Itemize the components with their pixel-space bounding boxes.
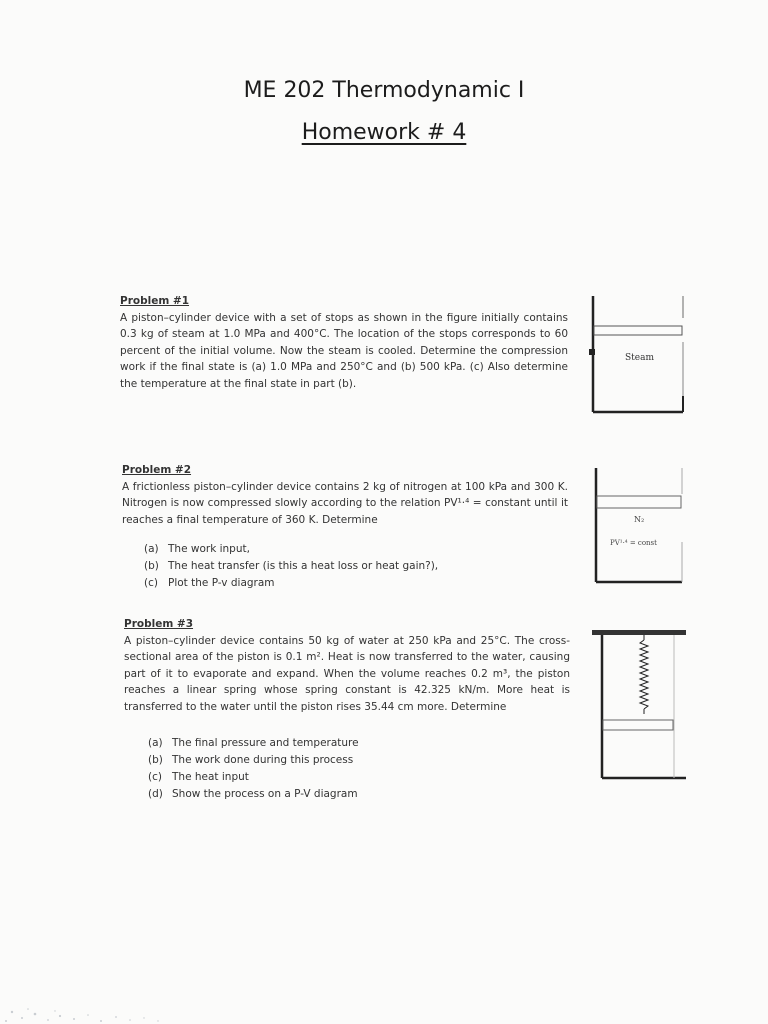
homework-title: Homework # 4: [301, 120, 467, 145]
list-item: (c) The heat input: [148, 771, 249, 783]
figure-1-label: Steam: [625, 353, 655, 363]
figure-2-relation: PV¹·⁴ = const: [610, 539, 657, 547]
figure-1-piston-cylinder-stops: [585, 292, 690, 416]
problem-2-heading: Problem #2: [122, 464, 192, 476]
list-item: (a) The final pressure and temperature: [148, 737, 359, 749]
scan-artifact: [0, 994, 200, 1024]
figure-3-piston-cylinder-spring: [588, 622, 694, 782]
problem-1-heading: Problem #1: [120, 295, 190, 307]
problem-2: [122, 462, 568, 592]
list-item: (d) Show the process on a P-V diagram: [148, 788, 358, 800]
problem-3-text: A piston–cylinder device contains 50 kg of water at 250 kPa and 25°C. The cross-sectional area of the piston is 0.1 m². Heat is now transferred to the water, causing part of it to evaporate and expand. When the volume reaches 0.2 m³, the piston reaches a linear spring whose spring constant is 42.325 kN/m. More heat is transferred to the water until the piston rises 35.44 cm more. Determine: [124, 634, 570, 713]
list-item: (a) The work input,: [144, 543, 250, 555]
problem-1-text: A piston–cylinder device with a set of stops as shown in the figure initially contains 0.3 kg of steam at 1.0 MPa and 400°C. The location of the stops corresponds to 60 percent of the initial volume. Now the steam is cooled. Determine the compression work if the final state is (a) 1.0 MPa and 250°C and (b) 500 kPa. (c) Also determine the temperature at the final state in part (b).: [120, 311, 568, 390]
figure-2-piston-cylinder-nitrogen: [590, 464, 690, 588]
problem-1: [120, 293, 568, 392]
problem-3-list: [148, 735, 570, 803]
figure-2-label: N₂: [634, 515, 645, 524]
course-title: ME 202 Thermodynamic I: [243, 78, 525, 103]
problem-2-text: A frictionless piston–cylinder device contains 2 kg of nitrogen at 100 kPa and 300 K. Nitrogen is now compressed slowly according to the relation PV¹·⁴ = constant until it reaches a final temperature of 360 K. Determine: [122, 480, 568, 526]
list-item: (b) The heat transfer (is this a heat loss or heat gain?),: [144, 560, 439, 572]
list-item: (b) The work done during this process: [148, 754, 354, 766]
problem-3-heading: Problem #3: [124, 618, 194, 630]
list-item: (c) Plot the P-v diagram: [144, 577, 275, 589]
problem-3: [124, 616, 570, 803]
problem-2-list: [144, 541, 568, 592]
